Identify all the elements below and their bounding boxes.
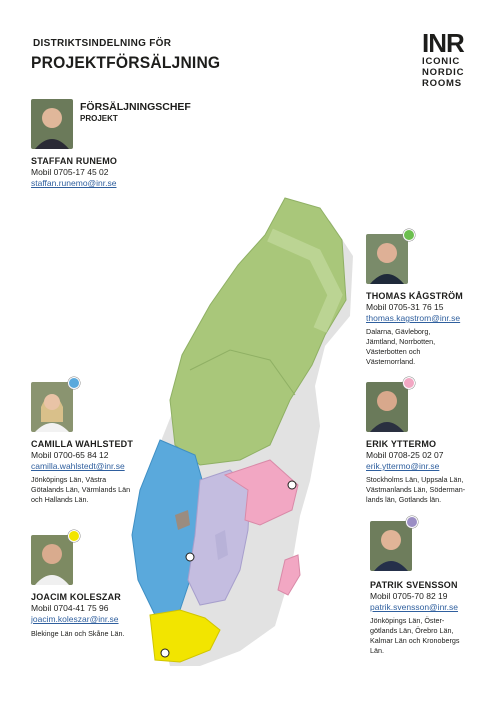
avatar-placeholder: [31, 382, 73, 432]
patrik-photo: [370, 521, 412, 571]
camilla-color-dot: [68, 377, 80, 389]
camilla-regions: [31, 475, 130, 505]
joacim-photo: [31, 535, 73, 585]
avatar-placeholder: [366, 234, 408, 284]
avatar-placeholder: [31, 535, 73, 585]
joacim-color-dot: [68, 530, 80, 542]
region-line: Götalands Län, Värmlands Län: [31, 485, 131, 494]
erik-mobile: Mobil 0708-25 02 07: [366, 450, 444, 460]
chief-email[interactable]: staffan.runemo@inr.se: [31, 178, 117, 188]
region-line: Stockholms Län, Uppsala Län,: [366, 475, 464, 484]
erik-name: ERIK YTTERMO: [366, 439, 437, 449]
chief-role-sub: PROJEKT: [80, 114, 118, 123]
logo-line-3: ROOMS: [422, 78, 462, 89]
region-line: Jönköpings Län, Västra: [31, 475, 107, 484]
camilla-mobile: Mobil 0700-65 84 12: [31, 450, 109, 460]
joacim-email[interactable]: joacim.koleszar@inr.se: [31, 614, 119, 624]
region-line: Kalmar Län och Kronobergs: [370, 636, 460, 645]
avatar-placeholder: [370, 521, 412, 571]
chief-name: STAFFAN RUNEMO: [31, 156, 118, 166]
joacim-name: JOACIM KOLESZAR: [31, 592, 122, 602]
erik-regions: [366, 475, 465, 505]
patrik-email[interactable]: patrik.svensson@inr.se: [370, 602, 459, 612]
thomas-mobile: Mobil 0705-31 76 15: [366, 302, 444, 312]
region-line: och Hallands Län.: [31, 495, 89, 504]
region-line: Västmanlands Län, Söderman-: [366, 485, 466, 494]
avatar-placeholder: [31, 99, 73, 149]
chief-role: FÖRSÄLJNINGSCHEF: [80, 101, 191, 113]
thomas-color-dot: [403, 229, 415, 241]
region-line: Dalarna, Gävleborg,: [366, 327, 431, 336]
logo-mark: INR: [422, 28, 464, 58]
thomas-photo: [366, 234, 408, 284]
staffan-photo: [31, 99, 73, 149]
joacim-mobile: Mobil 0704-41 75 96: [31, 603, 109, 613]
region-line: Blekinge Län och Skåne Län.: [31, 629, 125, 638]
region-line: Västerbotten och: [366, 347, 421, 356]
logo-line-2: NORDIC: [422, 67, 465, 78]
erik-color-dot: [403, 377, 415, 389]
region-line: Västernorrland.: [366, 357, 416, 366]
thomas-name: THOMAS KÅGSTRÖM: [366, 291, 463, 301]
logo-line-1: ICONIC: [422, 56, 461, 67]
region-line: lands län, Gotlands län.: [366, 495, 442, 504]
camilla-photo: [31, 382, 73, 432]
erik-photo: [366, 382, 408, 432]
page-title: PROJEKTFÖRSÄLJNING: [31, 53, 221, 72]
thomas-regions: [366, 327, 435, 367]
thomas-email[interactable]: thomas.kagstrom@inr.se: [366, 313, 461, 323]
page-subtitle: DISTRIKTSINDELNING FÖR: [33, 38, 172, 49]
sweden-map: [120, 190, 360, 690]
camilla-email[interactable]: camilla.wahlstedt@inr.se: [31, 461, 125, 471]
region-line: Län.: [370, 646, 384, 655]
camilla-name: CAMILLA WAHLSTEDT: [31, 439, 134, 449]
patrik-color-dot: [406, 516, 418, 528]
patrik-name: PATRIK SVENSSON: [370, 580, 458, 590]
chief-mobile: Mobil 0705-17 45 02: [31, 167, 109, 177]
region-line: Jämtland, Norrbotten,: [366, 337, 436, 346]
patrik-regions: [370, 616, 460, 656]
joacim-regions: [31, 629, 125, 639]
region-line: Jönköpings Län, Öster-: [370, 616, 445, 625]
inr-logo: [422, 30, 478, 89]
patrik-mobile: Mobil 0705-70 82 19: [370, 591, 448, 601]
avatar-placeholder: [366, 382, 408, 432]
region-line: götlands Län, Örebro Län,: [370, 626, 454, 635]
erik-email[interactable]: erik.yttermo@inr.se: [366, 461, 440, 471]
